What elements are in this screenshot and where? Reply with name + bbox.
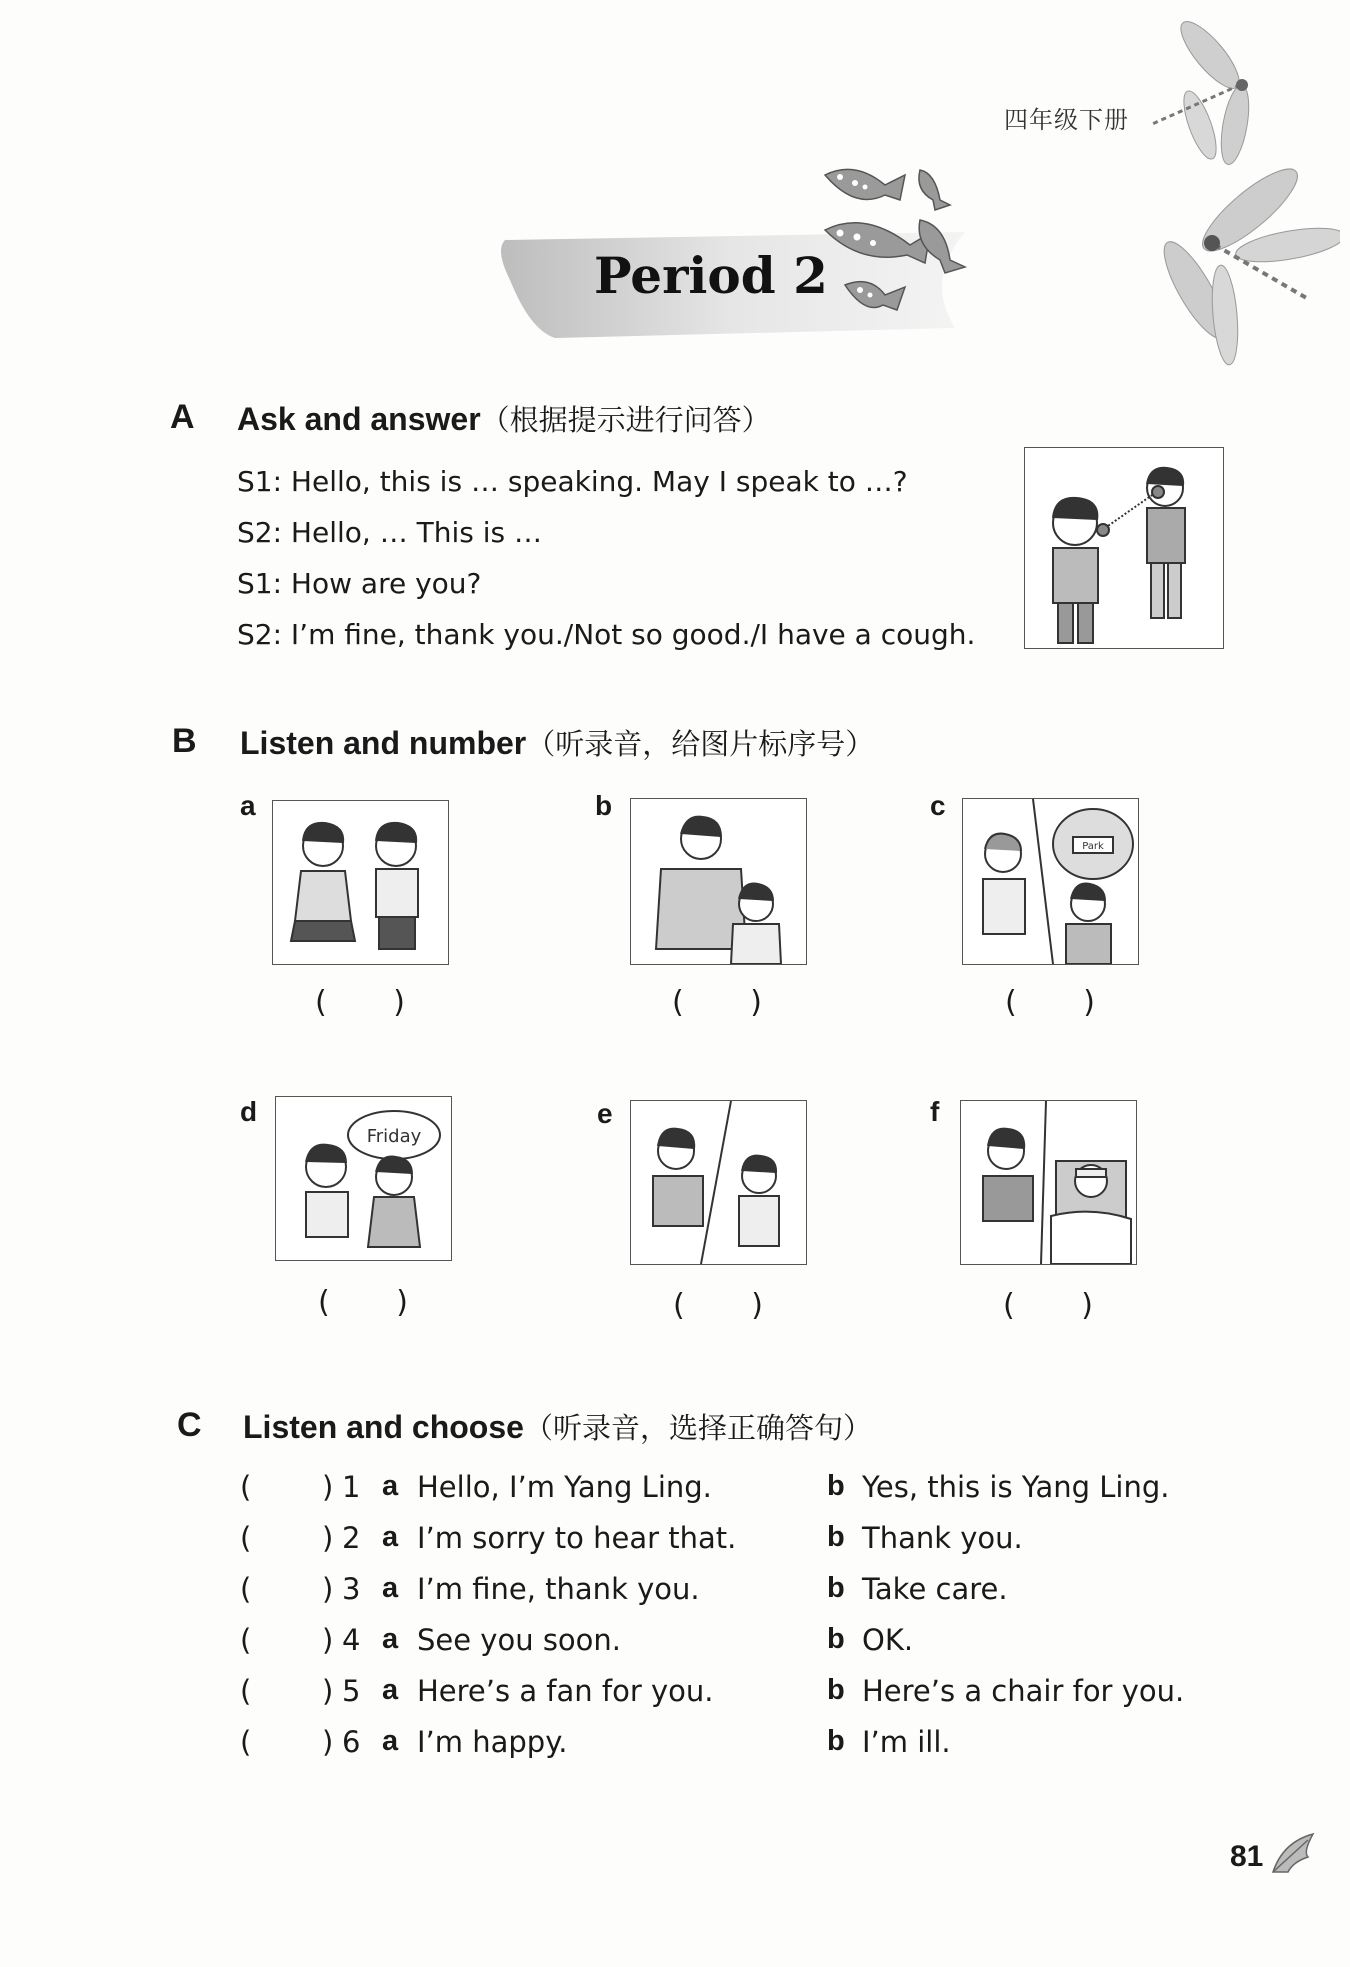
option-b-letter: b <box>827 1623 845 1655</box>
choice-row <box>240 1470 1190 1510</box>
option-b-letter: b <box>827 1470 845 1502</box>
choice-number: 1 <box>342 1470 361 1504</box>
option-a-text: I’m sorry to hear that. <box>417 1521 737 1555</box>
choice-number: 5 <box>342 1674 361 1708</box>
picture-label-d: d <box>240 1096 258 1127</box>
option-b-letter: b <box>827 1674 845 1706</box>
choice-paren-close[interactable]: ) <box>322 1674 334 1708</box>
section-b-title-text: Listen and number <box>240 725 527 761</box>
option-a-letter: a <box>382 1674 399 1706</box>
picture-c <box>962 798 1139 965</box>
picture-label-e: e <box>597 1098 613 1129</box>
choice-paren-open[interactable]: ( <box>240 1572 252 1606</box>
answer-blank-f[interactable]: ( ) <box>1003 1288 1093 1323</box>
section-a-title <box>237 398 771 439</box>
option-a-letter: a <box>382 1623 399 1655</box>
option-b-text: Here’s a chair for you. <box>862 1674 1185 1708</box>
option-b-text: Yes, this is Yang Ling. <box>862 1470 1170 1504</box>
picture-label-b: b <box>595 790 613 821</box>
answer-blank-a[interactable]: ( ) <box>315 985 405 1020</box>
picture-b <box>630 798 807 965</box>
option-b-letter: b <box>827 1521 845 1553</box>
option-a-text: I’m fine, thank you. <box>417 1572 700 1606</box>
option-a-letter: a <box>382 1572 399 1604</box>
section-c-letter: C <box>177 1406 202 1444</box>
section-b-title <box>240 722 874 763</box>
section-b-letter: B <box>172 722 197 760</box>
park-sign: Park <box>1082 841 1104 852</box>
choice-paren-close[interactable]: ) <box>322 1572 334 1606</box>
choice-paren-open[interactable]: ( <box>240 1521 252 1555</box>
choice-number: 4 <box>342 1623 361 1657</box>
choice-row <box>240 1572 1190 1612</box>
option-b-text: OK. <box>862 1623 914 1657</box>
answer-blank-b[interactable]: ( ) <box>672 985 762 1020</box>
grade-label: 四年级下册 <box>1004 106 1129 134</box>
choice-row <box>240 1725 1190 1765</box>
fish-icon <box>815 155 995 325</box>
leaf-icon <box>1268 1832 1318 1877</box>
option-a-letter: a <box>382 1470 399 1502</box>
section-a-title-text: Ask and answer <box>237 401 481 437</box>
choice-paren-close[interactable]: ) <box>322 1470 334 1504</box>
answer-blank-d[interactable]: ( ) <box>318 1285 408 1320</box>
page-number: 81 <box>1230 1840 1264 1873</box>
dialogue-line-4: S2: I’m fine, thank you./Not so good./I have a cough. <box>237 618 976 651</box>
choice-paren-open[interactable]: ( <box>240 1674 252 1708</box>
dragonfly-icon <box>1140 150 1340 370</box>
section-c-note: （听录音，选择正确答句） <box>523 1413 872 1445</box>
picture-f <box>960 1100 1137 1265</box>
option-a-text: Here’s a fan for you. <box>417 1674 714 1708</box>
option-a-text: Hello, I’m Yang Ling. <box>417 1470 712 1504</box>
picture-e <box>630 1100 807 1265</box>
option-a-text: See you soon. <box>417 1623 622 1657</box>
answer-blank-e[interactable]: ( ) <box>673 1288 763 1323</box>
dialogue-line-1: S1: Hello, this is … speaking. May I speak to …? <box>237 465 908 498</box>
picture-label-f: f <box>930 1096 940 1127</box>
choice-paren-open[interactable]: ( <box>240 1623 252 1657</box>
option-b-text: I’m ill. <box>862 1725 951 1759</box>
option-b-text: Take care. <box>862 1572 1008 1606</box>
choice-number: 6 <box>342 1725 361 1759</box>
option-a-text: I’m happy. <box>417 1725 568 1759</box>
choice-paren-open[interactable]: ( <box>240 1470 252 1504</box>
choice-row <box>240 1674 1190 1714</box>
dialogue-line-2: S2: Hello, … This is … <box>237 516 542 549</box>
choice-row <box>240 1521 1190 1561</box>
dialogue-line-3: S1: How are you? <box>237 567 482 600</box>
choice-number: 3 <box>342 1572 361 1606</box>
choice-paren-open[interactable]: ( <box>240 1725 252 1759</box>
section-b-note: （听录音，给图片标序号） <box>526 729 875 761</box>
option-b-letter: b <box>827 1725 845 1757</box>
section-c-title <box>243 1406 872 1447</box>
choice-paren-close[interactable]: ) <box>322 1521 334 1555</box>
section-c-title-text: Listen and choose <box>243 1409 524 1445</box>
section-a-illustration <box>1024 447 1224 649</box>
option-a-letter: a <box>382 1725 399 1757</box>
choice-row <box>240 1623 1190 1663</box>
choice-number: 2 <box>342 1521 361 1555</box>
section-a-note: （根据提示进行问答） <box>480 405 771 437</box>
option-a-letter: a <box>382 1521 399 1553</box>
option-b-text: Thank you. <box>862 1521 1023 1555</box>
answer-blank-c[interactable]: ( ) <box>1005 985 1095 1020</box>
period-title: Period 2 <box>594 246 828 305</box>
picture-label-a: a <box>240 790 256 821</box>
choice-paren-close[interactable]: ) <box>322 1725 334 1759</box>
picture-a <box>272 800 449 965</box>
speech-bubble-text: Friday <box>366 1126 422 1147</box>
picture-d <box>275 1096 452 1261</box>
dragonfly-icon <box>1140 15 1270 165</box>
option-b-letter: b <box>827 1572 845 1604</box>
picture-label-c: c <box>930 790 946 821</box>
choice-paren-close[interactable]: ) <box>322 1623 334 1657</box>
section-a-letter: A <box>170 398 195 436</box>
